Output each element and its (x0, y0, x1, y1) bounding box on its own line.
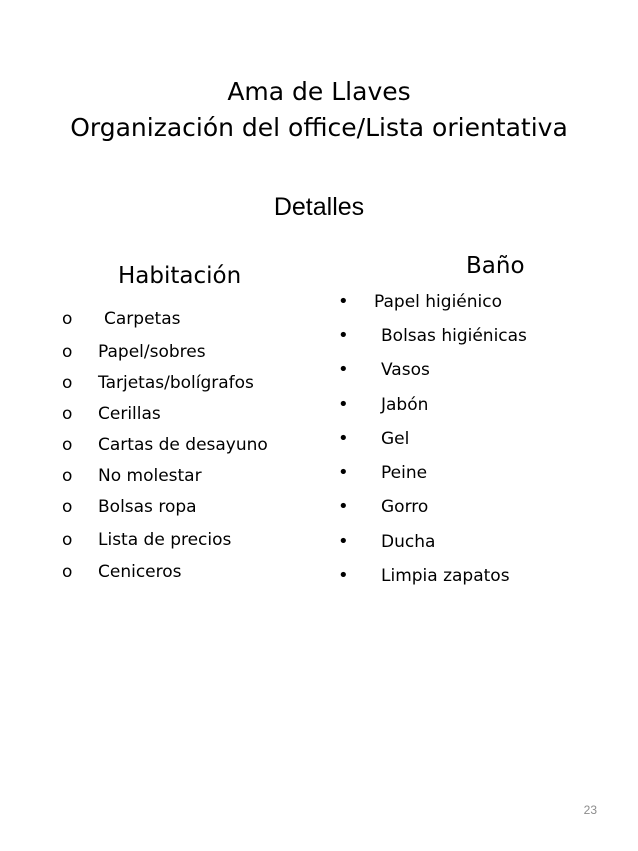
bano-heading: Baño (466, 253, 525, 279)
item-text: Papel/sobres (98, 342, 206, 362)
bullet-circle-icon: o (62, 309, 73, 329)
item-text: Tarjetas/bolígrafos (98, 373, 254, 393)
item-text: Ceniceros (98, 562, 182, 582)
bullet-dot-icon: • (338, 496, 349, 517)
bullet-dot-icon: • (338, 325, 349, 346)
title-line-2: Organización del office/Lista orientativa (70, 113, 568, 142)
bullet-circle-icon: o (62, 435, 73, 455)
item-text: Papel higiénico (374, 292, 502, 312)
bullet-dot-icon: • (338, 359, 349, 380)
item-text: Limpia zapatos (381, 566, 510, 586)
bullet-circle-icon: o (62, 404, 73, 424)
bullet-dot-icon: • (338, 428, 349, 449)
item-text: Jabón (381, 395, 429, 415)
item-text: Cerillas (98, 404, 161, 424)
item-text: Ducha (381, 532, 436, 552)
bullet-dot-icon: • (338, 394, 349, 415)
bullet-circle-icon: o (62, 562, 73, 582)
bullet-circle-icon: o (62, 342, 73, 362)
bullet-circle-icon: o (62, 530, 73, 550)
item-text: Bolsas ropa (98, 497, 197, 517)
bullet-circle-icon: o (62, 373, 73, 393)
page-number: 23 (583, 803, 597, 817)
bullet-dot-icon: • (338, 462, 349, 483)
bullet-dot-icon: • (338, 565, 349, 586)
item-text: Cartas de desayuno (98, 435, 268, 455)
title-line-1: Ama de Llaves (227, 77, 411, 106)
bullet-circle-icon: o (62, 466, 73, 486)
item-text: Lista de precios (98, 530, 232, 550)
item-text: Bolsas higiénicas (381, 326, 527, 346)
habitacion-heading: Habitación (118, 263, 242, 289)
item-text: Carpetas (104, 309, 181, 329)
item-text: Vasos (381, 360, 430, 380)
bullet-dot-icon: • (338, 291, 349, 312)
bullet-circle-icon: o (62, 497, 73, 517)
item-text: No molestar (98, 466, 202, 486)
details-heading: Detalles (273, 193, 365, 221)
item-text: Gorro (381, 497, 429, 517)
bullet-dot-icon: • (338, 531, 349, 552)
item-text: Peine (381, 463, 428, 483)
item-text: Gel (381, 429, 410, 449)
